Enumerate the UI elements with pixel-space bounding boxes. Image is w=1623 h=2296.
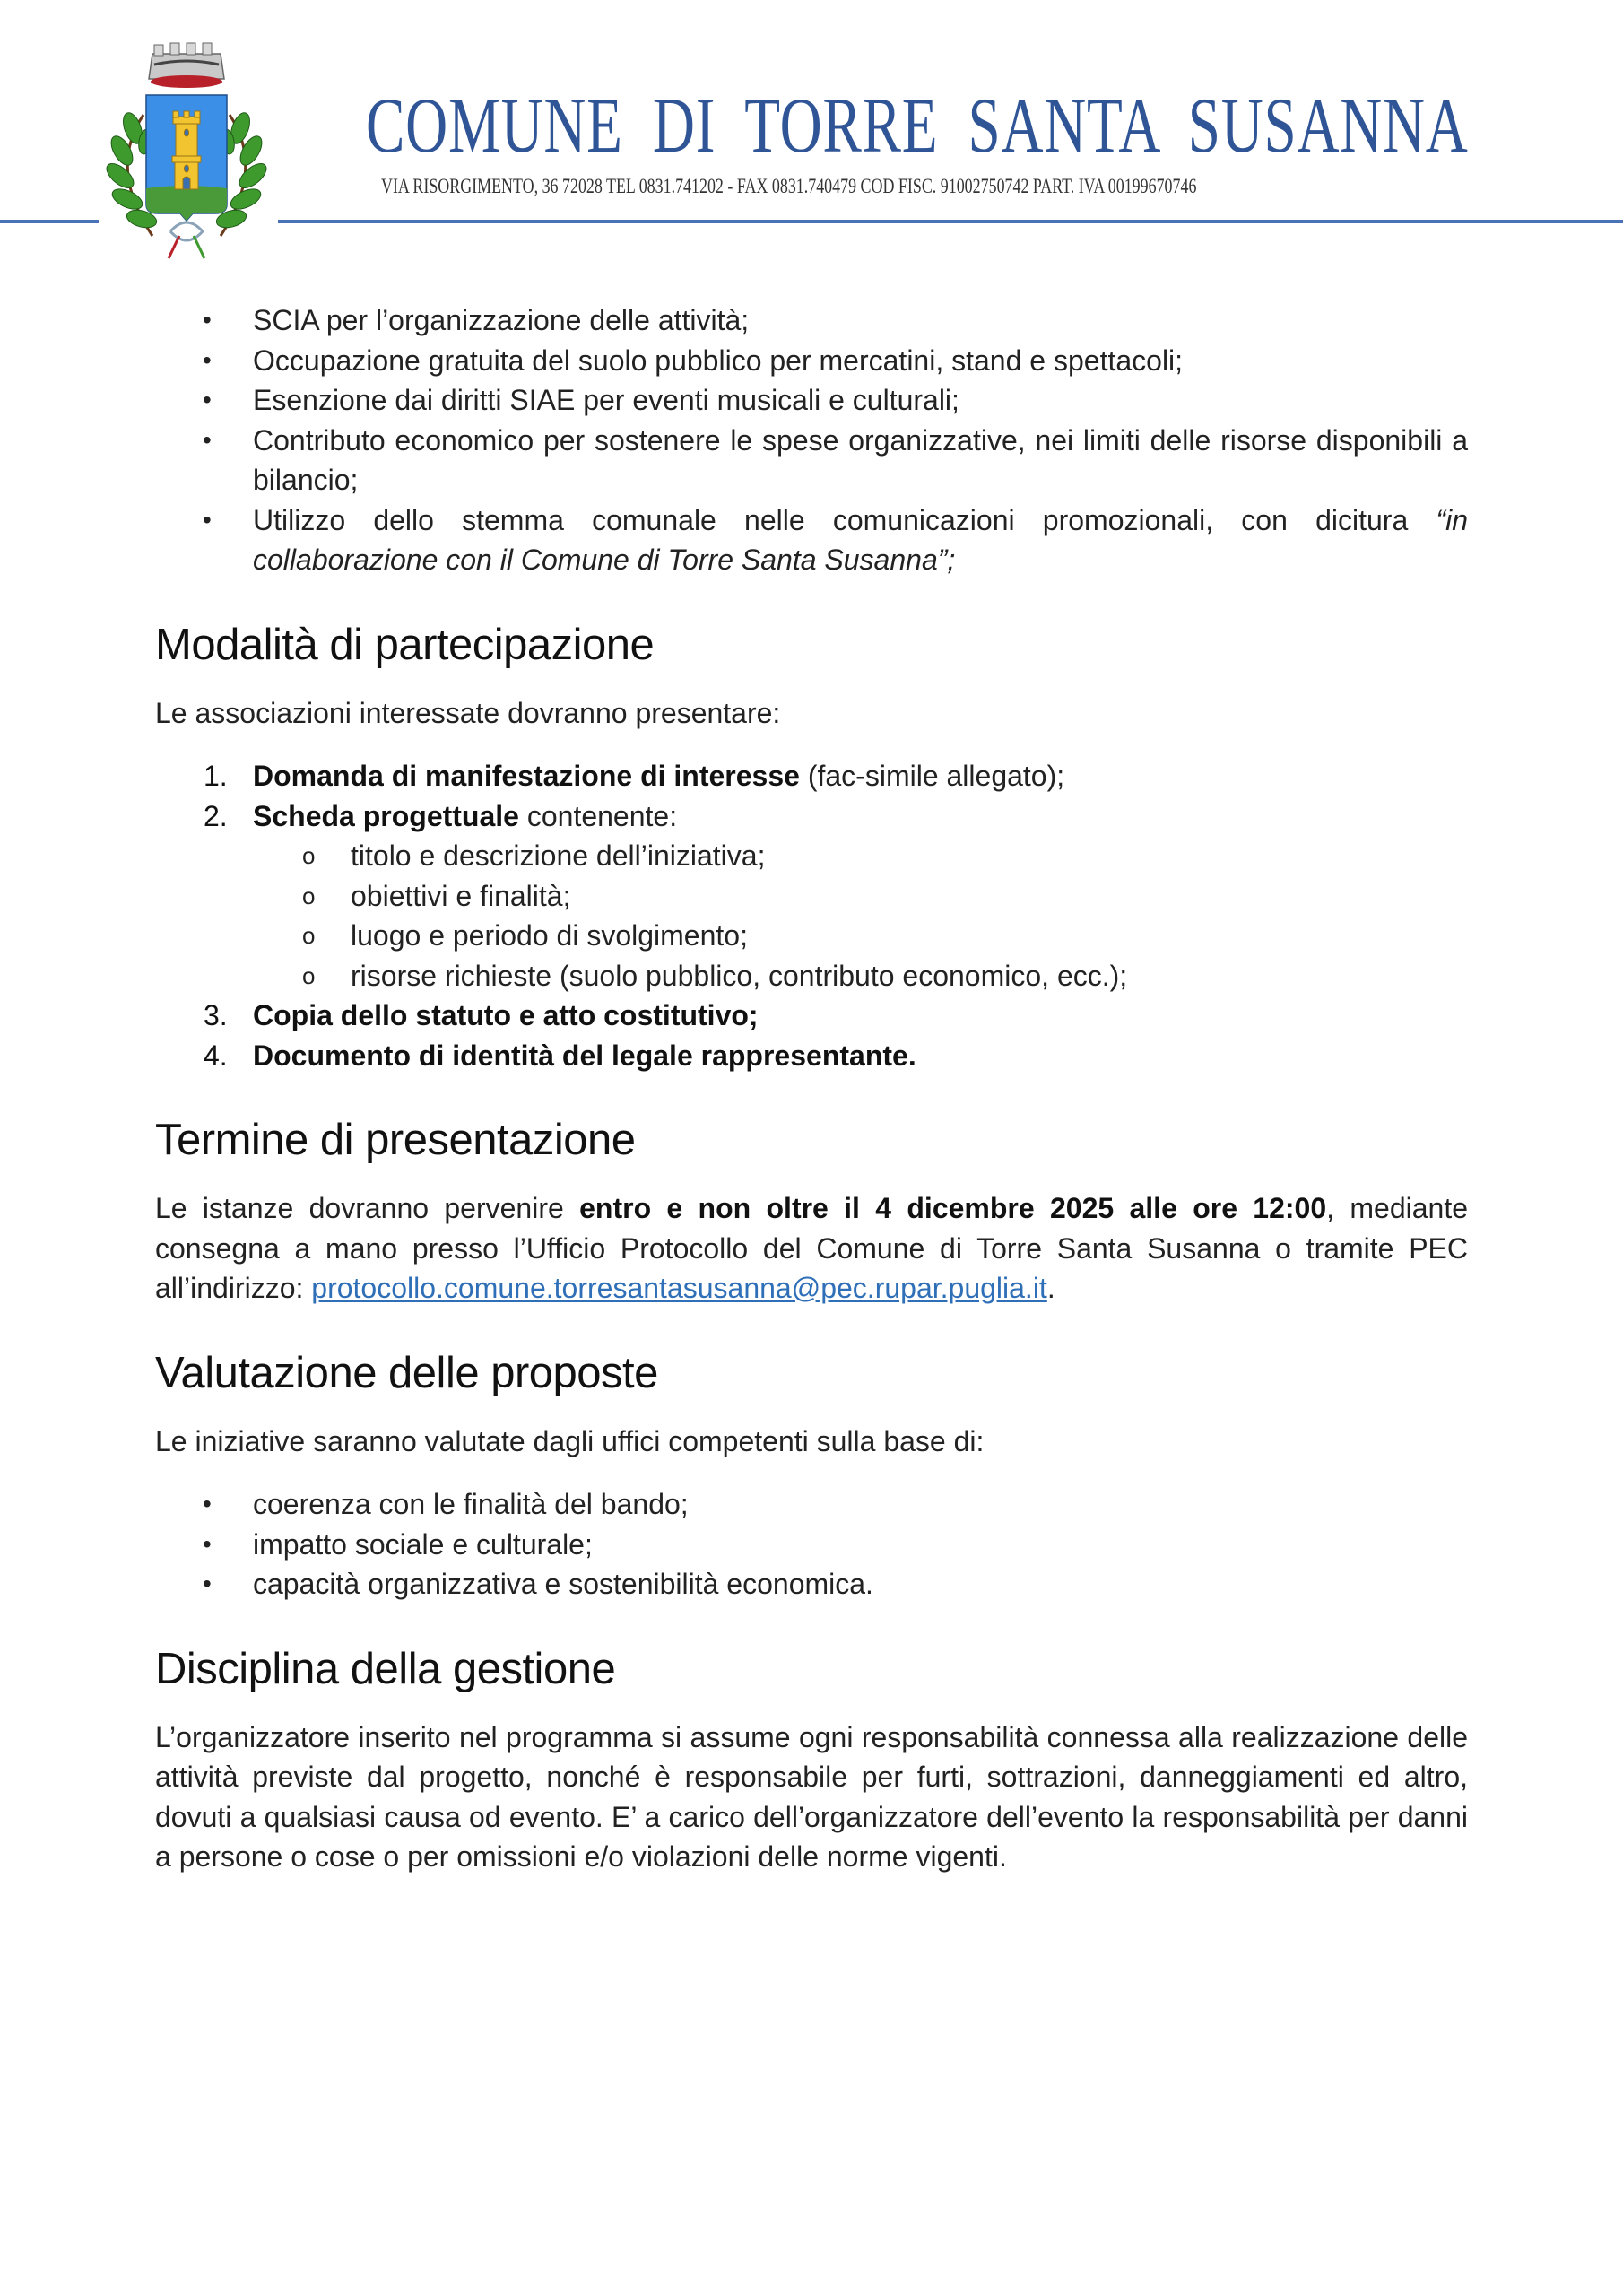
list-item (155, 341, 1468, 381)
bullet-icon: • (203, 1490, 212, 1518)
sub-list-item (253, 836, 1468, 876)
list-number: 2. (204, 799, 228, 832)
list-item-bold: Domanda di manifestazione di interesse (253, 760, 800, 792)
deadline-paragraph (155, 1188, 1468, 1309)
bullet-icon: • (203, 1570, 212, 1597)
municipality-address: VIA RISORGIMENTO, 36 72028 TEL 0831.741202 - FAX 0831.740479 COD FISC. 91002750742 PART. IVA 00199670746 (381, 175, 1197, 197)
required-documents-list (155, 756, 1468, 1075)
sub-item-text: titolo e descrizione dell’iniziativa; (351, 839, 766, 872)
list-item-text: capacità organizzativa e sostenibilità economica. (253, 1568, 873, 1600)
section-heading-evaluation: Valutazione delle proposte (155, 1348, 658, 1397)
section-heading-deadline: Termine di presentazione (155, 1116, 636, 1164)
list-item (155, 500, 1468, 580)
list-item (155, 796, 1468, 996)
list-item-text: (fac-simile allegato); (799, 760, 1065, 792)
list-item-bold: Documento di identità del legale rappresentante. (253, 1039, 916, 1072)
bullet-icon: • (203, 425, 212, 454)
header-rule-left (0, 220, 99, 223)
sub-list-item (253, 916, 1468, 956)
circle-bullet-icon: o (302, 842, 316, 869)
bullet-icon: • (203, 386, 212, 413)
list-item (155, 300, 1468, 341)
list-number: 4. (204, 1039, 228, 1072)
list-item-text: Contributo economico per sostenere le spese organizzative, nei limiti delle risorse disponibili a bilancio; (253, 423, 1468, 496)
deadline-text: , mediante consegna a mano presso l’Ufficio Protocollo del Comune di Torre Santa Susanna o tramite PEC all’indirizzo: (155, 1192, 1469, 1304)
coat-of-arms-icon (90, 34, 283, 263)
bullet-icon: • (203, 505, 212, 534)
bullet-icon: • (203, 1529, 212, 1558)
list-item-text: Esenzione dai diritti SIAE per eventi musicali e culturali; (253, 384, 959, 416)
circle-bullet-icon: o (302, 961, 316, 989)
list-number: 3. (204, 999, 228, 1031)
list-item-bold: Scheda progettuale (253, 799, 519, 832)
benefits-list (155, 300, 1468, 580)
header-rule-right (278, 220, 1623, 223)
list-item (155, 1484, 1468, 1525)
list-item (155, 756, 1468, 796)
evaluation-criteria-list (155, 1484, 1468, 1605)
list-item-bold: Copia dello statuto e atto costitutivo; (253, 999, 759, 1031)
list-item-text: SCIA per l’organizzazione delle attività; (253, 304, 750, 336)
sub-list-item (253, 956, 1468, 996)
list-item-text: impatto sociale e culturale; (253, 1527, 593, 1561)
list-item (155, 996, 1468, 1036)
document-body (155, 300, 1468, 1877)
participation-intro: Le associazioni interessate dovranno presentare: (155, 696, 781, 729)
bullet-icon: • (203, 345, 212, 374)
list-item (155, 1036, 1468, 1076)
list-item-text: contenente: (518, 799, 678, 832)
management-paragraph: L’organizzatore inserito nel programma si assume ogni responsabilità connessa alla realizzazione delle attività previste dal progetto, nonché è responsabile per furti, sottrazioni, danneggiamenti ed altro, dovuti a qualsiasi causa od evento. E’ a carico dell’organizzatore dell’evento la responsabilità per danni a persone o cose o per omissioni e/o violazioni delle norme vigenti. (155, 1720, 1468, 1873)
deadline-text: Le istanze dovranno pervenire (155, 1192, 580, 1224)
list-item-quote: “in collaborazione con il Comune di Torre Santa Susanna”; (253, 503, 1468, 576)
sub-item-text: luogo e periodo di svolgimento; (351, 919, 748, 952)
tricolor-ribbon-icon (169, 222, 204, 258)
project-sheet-contents (253, 836, 1468, 996)
section-heading-management: Disciplina della gestione (155, 1644, 616, 1693)
list-item-text: coerenza con le finalità del bando; (253, 1488, 689, 1520)
list-item (155, 380, 1468, 421)
sub-item-text: risorse richieste (suolo pubblico, contributo economico, ecc.); (351, 959, 1128, 992)
tower-icon (172, 111, 201, 189)
list-item (155, 421, 1468, 500)
bullet-icon: • (203, 306, 212, 334)
list-item-text: Occupazione gratuita del suolo pubblico per mercatini, stand e spettacoli; (253, 344, 1184, 377)
circle-bullet-icon: o (302, 882, 316, 909)
list-item-text: Utilizzo dello stemma comunale nelle comunicazioni promozionali, con dicitura (253, 503, 1436, 536)
deadline-text: . (1046, 1272, 1055, 1304)
evaluation-intro: Le iniziative saranno valutate dagli uffici competenti sulla base di: (155, 1424, 985, 1457)
shield-icon (146, 95, 227, 221)
circle-bullet-icon: o (302, 922, 316, 949)
sub-item-text: obiettivi e finalità; (351, 879, 571, 912)
pec-email-link[interactable]: protocollo.comune.torresantasusanna@pec.rupar.puglia.it (311, 1272, 1047, 1304)
municipality-title: COMUNE DI TORRE SANTA SUSANNA (366, 83, 1469, 170)
deadline-date: entro e non oltre il 4 dicembre 2025 alle ore 12:00 (579, 1192, 1327, 1224)
list-number: 1. (204, 760, 228, 792)
sub-list-item (253, 876, 1468, 917)
section-heading-participation: Modalità di partecipazione (155, 620, 655, 669)
mural-crown-icon (149, 43, 224, 88)
list-item (155, 1564, 1468, 1605)
list-item (155, 1525, 1468, 1565)
